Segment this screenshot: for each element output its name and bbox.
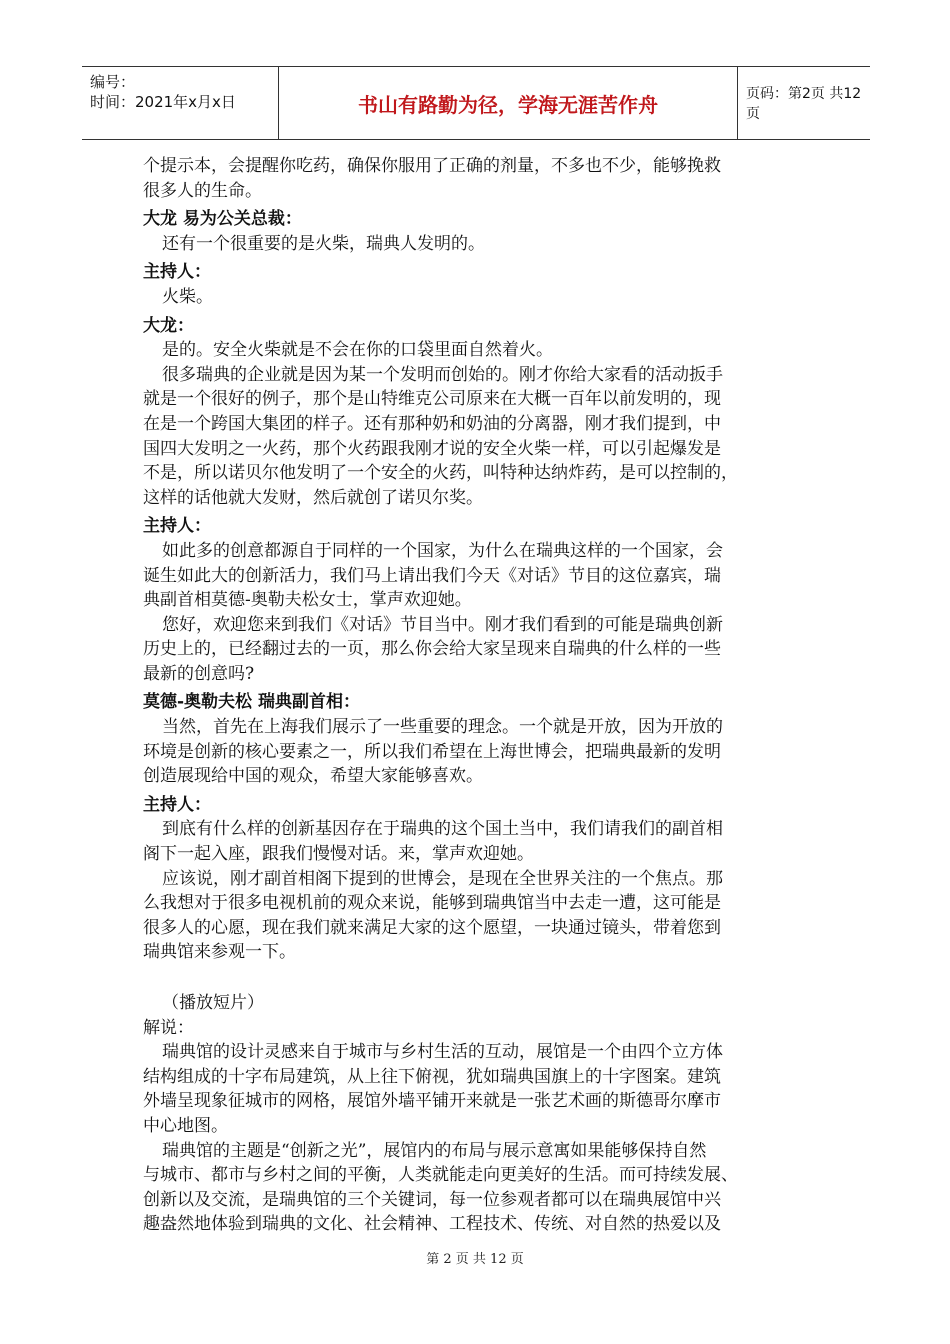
text-line: 外墙呈现象征城市的网格，展馆外墙平铺开来就是一张艺术画的斯德哥尔摩市 (143, 1091, 721, 1112)
page-footer: 第 2 页 共 12 页 (426, 1252, 524, 1267)
text-line: 就是一个很好的例子，那个是山特维克公司原来在大概一百年以前发明的，现 (143, 389, 721, 410)
blank-line (143, 965, 813, 991)
text-line: 还有一个很重要的是火柴，瑞典人发明的。 (162, 233, 485, 254)
header-page-cell (738, 67, 870, 139)
paragraph (143, 1040, 813, 1138)
paragraph (143, 539, 813, 613)
text-line: 这样的话他就大发财，然后就创了诺贝尔奖。 (143, 487, 483, 508)
paragraph (143, 363, 813, 511)
paragraph (143, 991, 813, 1016)
paragraph (143, 338, 813, 363)
paragraph (143, 1016, 813, 1041)
speaker-label: 大龙 易为公关总裁： (143, 209, 302, 230)
text-line: （播放短片） (162, 993, 264, 1013)
code-label: 编号： (90, 73, 136, 91)
text-line: 很多人的生命。 (143, 180, 262, 201)
speaker-label: 主持人： (143, 794, 211, 815)
time-label: 时间：2021年x月x日 (90, 93, 236, 111)
text-line: 个提示本，会提醒你吃药，确保你服用了正确的剂量，不多也不少，能够挽救 (143, 156, 721, 176)
page-info: 页码：第2页 共12页 (746, 86, 862, 122)
text-line: 解说： (143, 1017, 194, 1038)
text-line: 瑞典馆的主题是“创新之光”，展馆内的布局与展示意寓如果能够保持自然 (162, 1140, 707, 1161)
header-motto-cell (279, 67, 738, 139)
text-line: 到底有什么样的创新基因存在于瑞典的这个国土当中，我们请我们的副首相 (162, 819, 723, 840)
text-line: 趣盎然地体验到瑞典的文化、社会精神、工程技术、传统、对自然的热爱以及 (143, 1214, 721, 1235)
text-line: 当然，首先在上海我们展示了一些重要的理念。一个就是开放，因为开放的 (162, 717, 723, 738)
text-line: 在是一个跨国大集团的样子。还有那种奶和奶油的分离器，刚才我们提到，中 (143, 413, 721, 434)
paragraph (143, 154, 813, 203)
text-line: 最新的创意吗? (143, 663, 255, 684)
text-line: 不是，所以诺贝尔他发明了一个安全的火药，叫特种达纳炸药，是可以控制的， (143, 463, 738, 484)
text-line: 创造展现给中国的观众，希望大家能够喜欢。 (143, 766, 483, 787)
text-line: 应该说，刚才副首相阁下提到的世博会，是现在全世界关注的一个焦点。那 (162, 868, 723, 889)
header-meta (82, 67, 279, 139)
text-line: 如此多的创意都源自于同样的一个国家，为什么在瑞典这样的一个国家，会 (162, 540, 723, 561)
paragraph (143, 715, 813, 789)
text-line: 是的。安全火柴就是不会在你的口袋里面自然着火。 (162, 340, 553, 361)
speaker-label: 主持人： (143, 516, 211, 537)
paragraph (143, 867, 813, 965)
text-line: 创新以及交流，是瑞典馆的三个关键词，每一位参观者都可以在瑞典展馆中兴 (143, 1189, 721, 1210)
text-line: 阁下一起入座，跟我们慢慢对话。来，掌声欢迎她。 (143, 844, 534, 865)
paragraph (143, 232, 813, 257)
paragraph (143, 817, 813, 866)
speaker-label: 主持人： (143, 262, 211, 283)
text-line: 很多瑞典的企业就是因为某一个发明而创始的。刚才你给大家看的活动扳手 (162, 364, 723, 385)
text-line: 历史上的，已经翻过去的一页，那么你会给大家呈现来自瑞典的什么样的一些 (143, 639, 721, 660)
page-header (82, 66, 870, 140)
text-line: 与城市、都市与乡村之间的平衡，人类就能走向更美好的生活。而可持续发展、 (143, 1165, 738, 1186)
text-line: 么我想对于很多电视机前的观众来说，能够到瑞典馆当中去走一遭，这可能是 (143, 893, 721, 914)
text-line: 国四大发明之一火药，那个火药跟我刚才说的安全火柴一样，可以引起爆发是 (143, 438, 721, 459)
text-line: 您好，欢迎您来到我们《对话》节目当中。刚才我们看到的可能是瑞典创新 (162, 614, 723, 635)
text-line: 中心地图。 (143, 1115, 228, 1136)
speaker-label: 莫德-奥勒夫松 瑞典副首相： (143, 692, 360, 713)
text-line: 环境是创新的核心要素之一，所以我们希望在上海世博会，把瑞典最新的发明 (143, 741, 721, 762)
text-line: 很多人的心愿，现在我们就来满足大家的这个愿望，一块通过镜头，带着您到 (143, 917, 721, 938)
text-line: 诞生如此大的创新活力，我们马上请出我们今天《对话》节目的这位嘉宾，瑞 (143, 565, 721, 586)
paragraph (143, 1139, 813, 1237)
text-line: 瑞典馆的设计灵感来自于城市与乡村生活的互动，展馆是一个由四个立方体 (162, 1042, 723, 1063)
text-line: 典副首相莫德-奥勒夫松女士，掌声欢迎她。 (143, 590, 472, 611)
paragraph (143, 613, 813, 687)
text-line: 结构组成的十字布局建筑，从上往下俯视，犹如瑞典国旗上的十字图案。建筑 (143, 1066, 721, 1087)
motto: 书山有路勤为径，学海无涯苦作舟 (358, 92, 658, 117)
text-line: 火柴。 (162, 286, 213, 307)
paragraph (143, 285, 813, 310)
speaker-label: 大龙： (143, 315, 194, 336)
document-body (143, 154, 813, 1237)
text-line: 瑞典馆来参观一下。 (143, 942, 296, 963)
